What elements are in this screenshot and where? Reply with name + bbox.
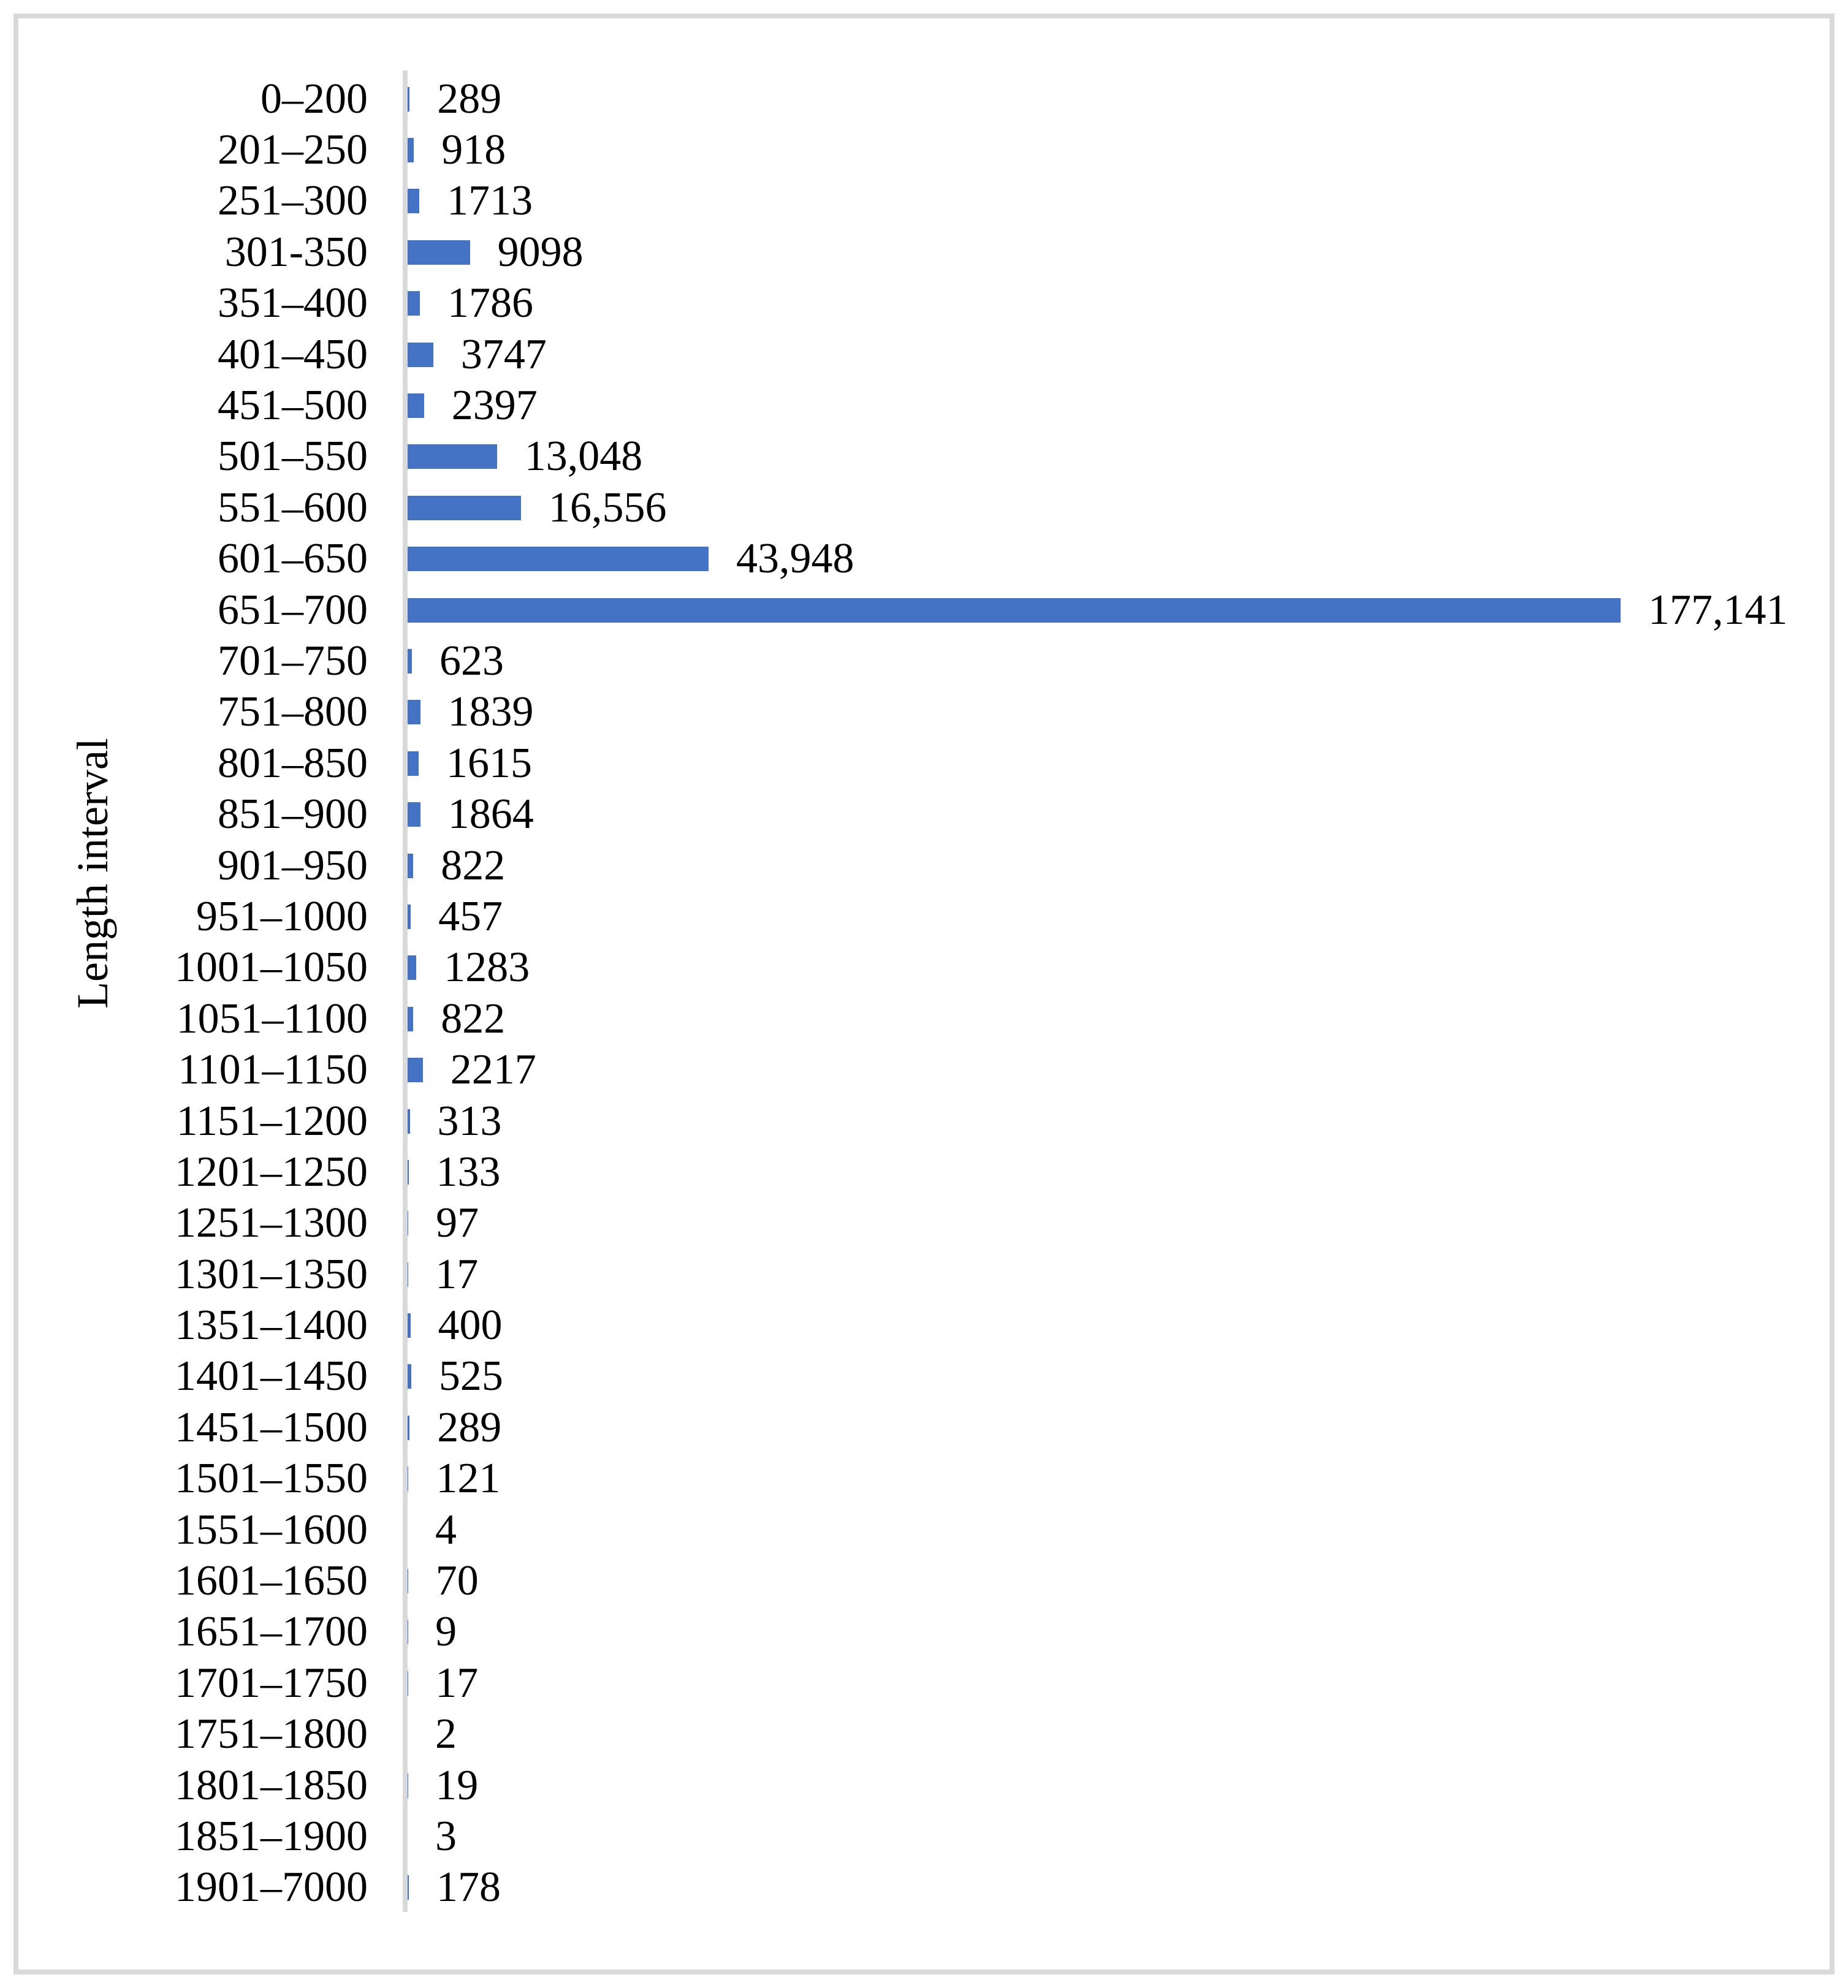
bar-row — [0, 687, 1848, 738]
bar — [408, 138, 414, 162]
bar-row — [0, 1300, 1848, 1351]
value-label: 2 — [435, 1710, 457, 1758]
category-label: 251–300 — [218, 177, 368, 225]
bar-row — [0, 176, 1848, 227]
value-label: 43,948 — [736, 535, 854, 583]
category-label: 1001–1050 — [175, 944, 368, 992]
value-label: 3 — [435, 1812, 457, 1860]
bar-row — [0, 585, 1848, 635]
bar-row — [0, 1249, 1848, 1300]
bar-row — [0, 1862, 1848, 1913]
bar-row — [0, 1402, 1848, 1453]
value-label: 525 — [438, 1353, 503, 1400]
value-label: 1839 — [447, 688, 534, 736]
category-label: 501–550 — [218, 433, 368, 480]
category-label: 1051–1100 — [176, 995, 368, 1042]
category-label: 1301–1350 — [175, 1250, 368, 1298]
bar — [408, 700, 420, 724]
bar — [408, 1007, 413, 1031]
value-label: 918 — [441, 126, 506, 174]
category-label: 751–800 — [218, 688, 368, 736]
bar-row — [0, 1760, 1848, 1811]
value-label: 400 — [438, 1302, 503, 1349]
bar-row — [0, 74, 1848, 124]
value-label: 2397 — [451, 382, 538, 430]
bar-row — [0, 1096, 1848, 1147]
bar-row — [0, 380, 1848, 431]
bar-row — [0, 1555, 1848, 1606]
bar — [408, 547, 709, 571]
category-label: 0–200 — [260, 75, 368, 123]
value-label: 1615 — [446, 739, 532, 787]
category-label: 1801–1850 — [175, 1761, 368, 1809]
value-label: 97 — [436, 1199, 479, 1247]
category-label: 1151–1200 — [176, 1097, 368, 1145]
value-label: 313 — [437, 1097, 502, 1145]
bar-row — [0, 124, 1848, 175]
category-label: 1651–1700 — [175, 1608, 368, 1656]
value-label: 17 — [435, 1659, 479, 1707]
bar-row — [0, 482, 1848, 533]
bar-row — [0, 534, 1848, 585]
bar — [408, 1875, 409, 1900]
bar — [408, 343, 433, 367]
category-label: 1351–1400 — [175, 1302, 368, 1349]
bar-row — [0, 1607, 1848, 1658]
bar — [408, 240, 470, 265]
bar — [408, 751, 419, 776]
category-label: 1101–1150 — [178, 1046, 368, 1094]
bar — [408, 1364, 411, 1389]
bar-row — [0, 329, 1848, 380]
category-label: 1851–1900 — [175, 1812, 368, 1860]
value-label: 457 — [438, 892, 503, 940]
bar-row — [0, 1198, 1848, 1249]
bar-row — [0, 943, 1848, 993]
category-label: 551–600 — [218, 484, 368, 531]
category-label: 1601–1650 — [175, 1557, 368, 1605]
category-label: 1901–7000 — [175, 1864, 368, 1911]
value-label: 623 — [439, 637, 504, 685]
category-label: 451–500 — [218, 382, 368, 430]
bar — [408, 393, 424, 418]
bar — [408, 854, 413, 878]
plot-area — [0, 74, 1848, 1913]
bar-row — [0, 1504, 1848, 1555]
category-label: 1451–1500 — [175, 1403, 368, 1451]
value-label: 70 — [435, 1557, 479, 1605]
bar-row — [0, 1709, 1848, 1760]
value-label: 121 — [436, 1455, 501, 1503]
category-label: 701–750 — [218, 637, 368, 685]
bar-row — [0, 891, 1848, 942]
value-label: 19 — [435, 1761, 479, 1809]
bar-row — [0, 993, 1848, 1044]
bar — [408, 802, 420, 827]
value-label: 822 — [441, 841, 506, 889]
category-label: 801–850 — [218, 739, 368, 787]
category-label: 1501–1550 — [175, 1455, 368, 1503]
value-label: 9 — [435, 1608, 457, 1656]
bar-row — [0, 1147, 1848, 1197]
value-label: 1283 — [444, 944, 530, 992]
bar — [408, 496, 521, 520]
bar — [408, 1416, 409, 1440]
category-label: 1701–1750 — [175, 1659, 368, 1707]
value-label: 3747 — [460, 330, 547, 378]
y-axis-title: Length interval — [68, 738, 117, 1009]
category-label: 651–700 — [218, 586, 368, 634]
value-label: 13,048 — [524, 433, 643, 480]
category-label: 1751–1800 — [175, 1710, 368, 1758]
category-label: 201–250 — [218, 126, 368, 174]
category-label: 351–400 — [218, 279, 368, 327]
bar — [408, 189, 419, 213]
category-label: 601–650 — [218, 535, 368, 583]
category-label: 951–1000 — [196, 892, 368, 940]
value-label: 17 — [435, 1250, 479, 1298]
category-label: 1251–1300 — [175, 1199, 368, 1247]
bar — [408, 598, 1621, 623]
bar-row — [0, 1044, 1848, 1095]
value-label: 289 — [437, 1403, 502, 1451]
category-label: 1201–1250 — [175, 1148, 368, 1196]
category-label: 401–450 — [218, 330, 368, 378]
category-label: 1551–1600 — [175, 1506, 368, 1554]
bar — [408, 1160, 409, 1185]
bar — [408, 291, 420, 316]
value-label: 822 — [441, 995, 506, 1042]
bar-row — [0, 1454, 1848, 1504]
bar — [408, 649, 412, 673]
bar — [408, 1313, 411, 1338]
category-label: 851–900 — [218, 791, 368, 838]
bar — [408, 905, 411, 929]
value-label: 177,141 — [1648, 586, 1788, 634]
value-label: 178 — [436, 1864, 501, 1911]
bar-row — [0, 227, 1848, 278]
category-label: 301-350 — [224, 228, 368, 276]
value-label: 16,556 — [549, 484, 667, 531]
value-label: 289 — [437, 75, 502, 123]
bar-row — [0, 738, 1848, 789]
bar-row — [0, 1811, 1848, 1862]
bar — [408, 1058, 423, 1082]
bar-row — [0, 840, 1848, 891]
value-label: 1713 — [447, 177, 533, 225]
bar-row — [0, 635, 1848, 686]
bar-row — [0, 278, 1848, 329]
category-label: 1401–1450 — [175, 1353, 368, 1400]
bar-row — [0, 431, 1848, 482]
bar — [408, 955, 416, 980]
value-label: 4 — [435, 1506, 457, 1554]
bar — [408, 1109, 410, 1134]
value-label: 1786 — [447, 279, 533, 327]
bar-row — [0, 1351, 1848, 1402]
bar-row — [0, 1658, 1848, 1709]
value-label: 133 — [436, 1148, 501, 1196]
bar — [408, 444, 497, 469]
bar — [408, 87, 409, 112]
category-label: 901–950 — [218, 841, 368, 889]
value-label: 1864 — [447, 791, 534, 838]
bar-row — [0, 789, 1848, 840]
value-label: 2217 — [450, 1046, 536, 1094]
value-label: 9098 — [497, 228, 584, 276]
